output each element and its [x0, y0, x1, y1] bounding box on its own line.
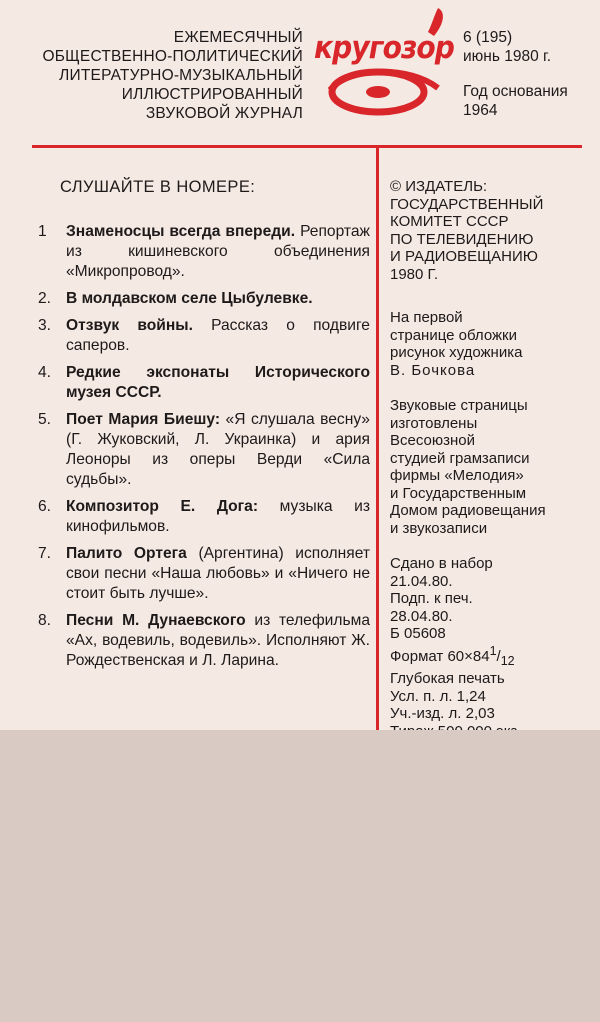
publisher-line: ПО ТЕЛЕВИДЕНИЮ: [390, 230, 534, 248]
sound-pages-line: Домом радиовещания: [390, 502, 546, 519]
tagline-line: ИЛЛЮСТРИРОВАННЫЙ: [121, 86, 303, 103]
sent-label: Сдано в набор: [390, 555, 493, 572]
founded-label: Год основания: [463, 83, 568, 100]
cover-note-line: странице обложки: [390, 326, 517, 344]
item-body: [66, 316, 370, 356]
item-body: [66, 289, 370, 309]
tagline-line: ЗВУКОВОЙ ЖУРНАЛ: [145, 105, 303, 122]
logo-record-center: [366, 86, 390, 98]
print-method: Глубокая печать: [390, 670, 505, 687]
list-item: [38, 497, 370, 537]
item-number: 3.: [38, 317, 52, 334]
usl-sheets: Усл. п. л. 1,24: [390, 687, 486, 705]
item-text: Рассказ о подвиге саперов.: [66, 317, 370, 354]
sound-pages-line: и Государственным: [390, 484, 527, 502]
publisher-block: [390, 178, 590, 283]
item-title: Редкие экспонаты Исторического музея СССР.: [66, 364, 370, 401]
publisher-line: © ИЗДАТЕЛЬ:: [390, 178, 488, 195]
logo-lettering: кругозор: [314, 30, 454, 66]
contents-heading: СЛУШАЙТЕ В НОМЕРЕ:: [60, 178, 256, 196]
item-body: [66, 497, 370, 537]
item-title: В молдавском селе Цыбулевке.: [66, 290, 313, 307]
item-title: Отзвук войны.: [66, 317, 193, 334]
blank-background: [0, 730, 600, 1022]
cover-note-line: В. Бочкова: [390, 361, 476, 379]
tagline-line: ЕЖЕМЕСЯЧНЫЙ: [173, 29, 303, 46]
item-number: 1: [38, 223, 47, 240]
publisher-line: КОМИТЕТ СССР: [390, 213, 509, 230]
item-body: [66, 222, 370, 282]
print-data-block: [390, 555, 590, 740]
item-number: 8.: [38, 612, 52, 629]
item-title: Песни М. Дунаевского: [66, 612, 246, 629]
cover-note-line: рисунок художника: [390, 344, 523, 361]
item-body: [66, 611, 370, 671]
list-item: [38, 544, 370, 604]
format-numerator: 1: [489, 643, 497, 658]
format-denominator: 12: [500, 653, 515, 668]
sound-pages-block: [390, 397, 590, 537]
publisher-line: ГОСУДАРСТВЕННЫЙ: [390, 195, 544, 213]
sound-pages-line: Всесоюзной: [390, 432, 475, 449]
vertical-divider: [376, 146, 379, 730]
item-text: «Я слушала весну» (Г. Жуковский, Л. Украинка) и ария Леоноры из оперы Верди «Сила судьбы».: [66, 411, 370, 488]
cover-note-block: [390, 309, 590, 379]
sent-date: 21.04.80.: [390, 572, 453, 590]
item-text: музыка из кинофильмов.: [66, 498, 370, 535]
tagline-line: ОБЩЕСТВЕННО-ПОЛИТИЧЕСКИЙ: [42, 48, 303, 65]
item-text: из телефильма «Ах, водевиль, водевиль». Исполняют Ж. Рождественская и Л. Ларина.: [66, 612, 370, 669]
cover-note-line: На первой: [390, 309, 463, 326]
sound-pages-line: фирмы «Мелодия»: [390, 467, 524, 484]
item-text: Репортаж из кишиневского объединения «Микропровод».: [66, 223, 370, 280]
item-title: Поет Мария Биешу:: [66, 411, 221, 428]
list-item: [38, 289, 370, 309]
item-body: [66, 410, 370, 490]
order-code: Б 05608: [390, 625, 446, 642]
signed-date: 28.04.80.: [390, 607, 453, 625]
item-number: 5.: [38, 411, 52, 428]
item-text: (Аргентина) исполняет свои песни «Наша любовь» и «Ничего не стоит быть лучше».: [66, 545, 371, 602]
founded-year: 1964: [463, 102, 498, 119]
item-body: [66, 363, 370, 403]
uch-sheets: Уч.-изд. л. 2,03: [390, 705, 495, 722]
format-line: Формат $60\times 84^1/_{12}$: [390, 643, 515, 668]
item-number: 4.: [38, 364, 52, 381]
list-item: [38, 611, 370, 671]
imprint-column: [390, 178, 590, 740]
item-title: Композитор Е. Дога:: [66, 498, 259, 515]
item-body: [66, 544, 370, 604]
contents-list: [38, 222, 370, 678]
tagline-line: ЛИТЕРАТУРНО-МУЗЫКАЛЬНЫЙ: [59, 67, 303, 84]
list-item: [38, 222, 370, 282]
list-item: [38, 363, 370, 403]
issue-date: июнь 1980 г.: [463, 48, 552, 65]
item-title: Знаменосцы всегда впереди.: [66, 223, 296, 240]
horizontal-divider: [32, 145, 582, 148]
founded-info: [463, 82, 593, 120]
sound-pages-line: Звуковые страницы: [390, 397, 528, 414]
signed-label: Подп. к печ.: [390, 590, 473, 607]
list-item: [38, 410, 370, 490]
krugozor-logo: [310, 6, 460, 118]
issue-info: [463, 28, 593, 66]
item-number: 7.: [38, 545, 52, 562]
item-number: 6.: [38, 498, 52, 515]
publisher-line: И РАДИОВЕЩАНИЮ: [390, 248, 538, 265]
sound-pages-line: изготовлены: [390, 414, 478, 432]
sound-pages-line: и звукозаписи: [390, 519, 488, 537]
masthead-tagline: [10, 28, 303, 123]
sound-pages-line: студией грамзаписи: [390, 449, 530, 467]
format-prefix: Формат 60×84: [390, 647, 490, 665]
publisher-line: 1980 Г.: [390, 265, 438, 283]
issue-number: 6 (195): [463, 29, 513, 46]
item-number: 2.: [38, 290, 52, 307]
item-title: Палито Ортега: [66, 545, 187, 562]
list-item: [38, 316, 370, 356]
